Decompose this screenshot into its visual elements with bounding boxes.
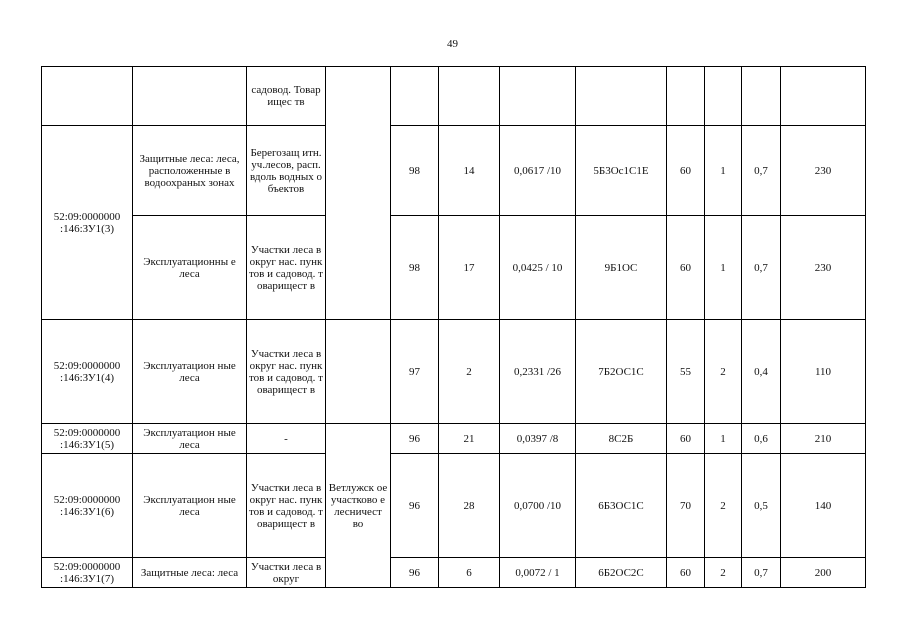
type-cell: - xyxy=(247,424,326,454)
category-cell: Защитные леса: леса xyxy=(133,558,247,588)
area-cell: 0,2331 /26 xyxy=(500,320,576,424)
type-cell: садовод. Товарищес тв xyxy=(247,67,326,126)
vydel-cell: 2 xyxy=(439,320,500,424)
table-row xyxy=(42,67,866,126)
density-cell xyxy=(742,67,781,126)
quarter-cell: 97 xyxy=(391,320,439,424)
class-cell: 1 xyxy=(705,424,742,454)
type-cell: Участки леса вокруг нас. пунктов и садовод. товарищест в xyxy=(247,320,326,424)
composition-cell: 8С2Б xyxy=(576,424,667,454)
composition-cell: 5Б3Ос1С1Е xyxy=(576,126,667,216)
cadastral-cell xyxy=(42,67,133,126)
composition-cell: 6Б2ОС2С xyxy=(576,558,667,588)
cadastral-cell: 52:09:0000000 :146:ЗУ1(7) xyxy=(42,558,133,588)
density-cell: 0,6 xyxy=(742,424,781,454)
class-cell xyxy=(705,67,742,126)
area-cell: 0,0397 /8 xyxy=(500,424,576,454)
vydel-cell: 6 xyxy=(439,558,500,588)
area-cell: 0,0617 /10 xyxy=(500,126,576,216)
area-cell: 0,0072 / 1 xyxy=(500,558,576,588)
stock-cell: 230 xyxy=(781,126,866,216)
density-cell: 0,7 xyxy=(742,126,781,216)
class-cell: 1 xyxy=(705,216,742,320)
composition-cell: 6Б3ОС1С xyxy=(576,454,667,558)
table-row xyxy=(42,454,866,558)
quarter-cell: 98 xyxy=(391,126,439,216)
category-cell: Эксплуатацион ные леса xyxy=(133,320,247,424)
stock-cell: 200 xyxy=(781,558,866,588)
stock-cell: 110 xyxy=(781,320,866,424)
class-cell: 2 xyxy=(705,454,742,558)
cadastral-cell: 52:09:0000000 :146:ЗУ1(5) xyxy=(42,424,133,454)
type-cell: Берегозащ итн. уч.лесов, расп.вдоль водных объектов xyxy=(247,126,326,216)
category-cell: Эксплуатацион ные леса xyxy=(133,424,247,454)
stock-cell: 140 xyxy=(781,454,866,558)
cadastral-cell: 52:09:0000000 :146:ЗУ1(6) xyxy=(42,454,133,558)
category-cell: Защитные леса: леса, расположенные в водоохраных зонах xyxy=(133,126,247,216)
density-cell: 0,7 xyxy=(742,216,781,320)
age-cell: 60 xyxy=(667,216,705,320)
forestry-cell-upper xyxy=(326,67,391,320)
age-cell: 70 xyxy=(667,454,705,558)
table-row xyxy=(42,424,866,454)
class-cell: 2 xyxy=(705,320,742,424)
type-cell: Участки леса вокруг нас. пунктов и садовод. товарищест в xyxy=(247,216,326,320)
vydel-cell: 17 xyxy=(439,216,500,320)
density-cell: 0,5 xyxy=(742,454,781,558)
table-row xyxy=(42,216,866,320)
age-cell: 60 xyxy=(667,424,705,454)
table-row xyxy=(42,320,866,424)
age-cell: 60 xyxy=(667,126,705,216)
density-cell: 0,4 xyxy=(742,320,781,424)
forest-data-table xyxy=(41,66,866,588)
density-cell: 0,7 xyxy=(742,558,781,588)
page-number: 49 xyxy=(447,38,458,50)
composition-cell: 7Б2ОС1С xyxy=(576,320,667,424)
table-row xyxy=(42,558,866,588)
quarter-cell: 96 xyxy=(391,454,439,558)
stock-cell: 210 xyxy=(781,424,866,454)
quarter-cell: 96 xyxy=(391,558,439,588)
area-cell: 0,0425 / 10 xyxy=(500,216,576,320)
composition-cell: 9Б1ОС xyxy=(576,216,667,320)
table-row xyxy=(42,126,866,216)
area-cell xyxy=(500,67,576,126)
quarter-cell xyxy=(391,67,439,126)
type-cell: Участки леса вокруг нас. пунктов и садовод. товарищест в xyxy=(247,454,326,558)
cadastral-cell: 52:09:0000000 :146:ЗУ1(4) xyxy=(42,320,133,424)
category-cell: Эксплуатационны е леса xyxy=(133,216,247,320)
vydel-cell: 28 xyxy=(439,454,500,558)
composition-cell xyxy=(576,67,667,126)
vydel-cell: 14 xyxy=(439,126,500,216)
cadastral-cell: 52:09:0000000 :146:ЗУ1(3) xyxy=(42,126,133,320)
age-cell xyxy=(667,67,705,126)
area-cell: 0,0700 /10 xyxy=(500,454,576,558)
quarter-cell: 96 xyxy=(391,424,439,454)
vydel-cell xyxy=(439,67,500,126)
class-cell: 1 xyxy=(705,126,742,216)
category-cell: Эксплуатацион ные леса xyxy=(133,454,247,558)
type-cell: Участки леса вокруг xyxy=(247,558,326,588)
quarter-cell: 98 xyxy=(391,216,439,320)
age-cell: 55 xyxy=(667,320,705,424)
stock-cell xyxy=(781,67,866,126)
vydel-cell: 21 xyxy=(439,424,500,454)
class-cell: 2 xyxy=(705,558,742,588)
forestry-cell-mid xyxy=(326,320,391,424)
category-cell xyxy=(133,67,247,126)
age-cell: 60 xyxy=(667,558,705,588)
stock-cell: 230 xyxy=(781,216,866,320)
forestry-cell: Ветлужск ое участково е лесничест во xyxy=(326,424,391,588)
